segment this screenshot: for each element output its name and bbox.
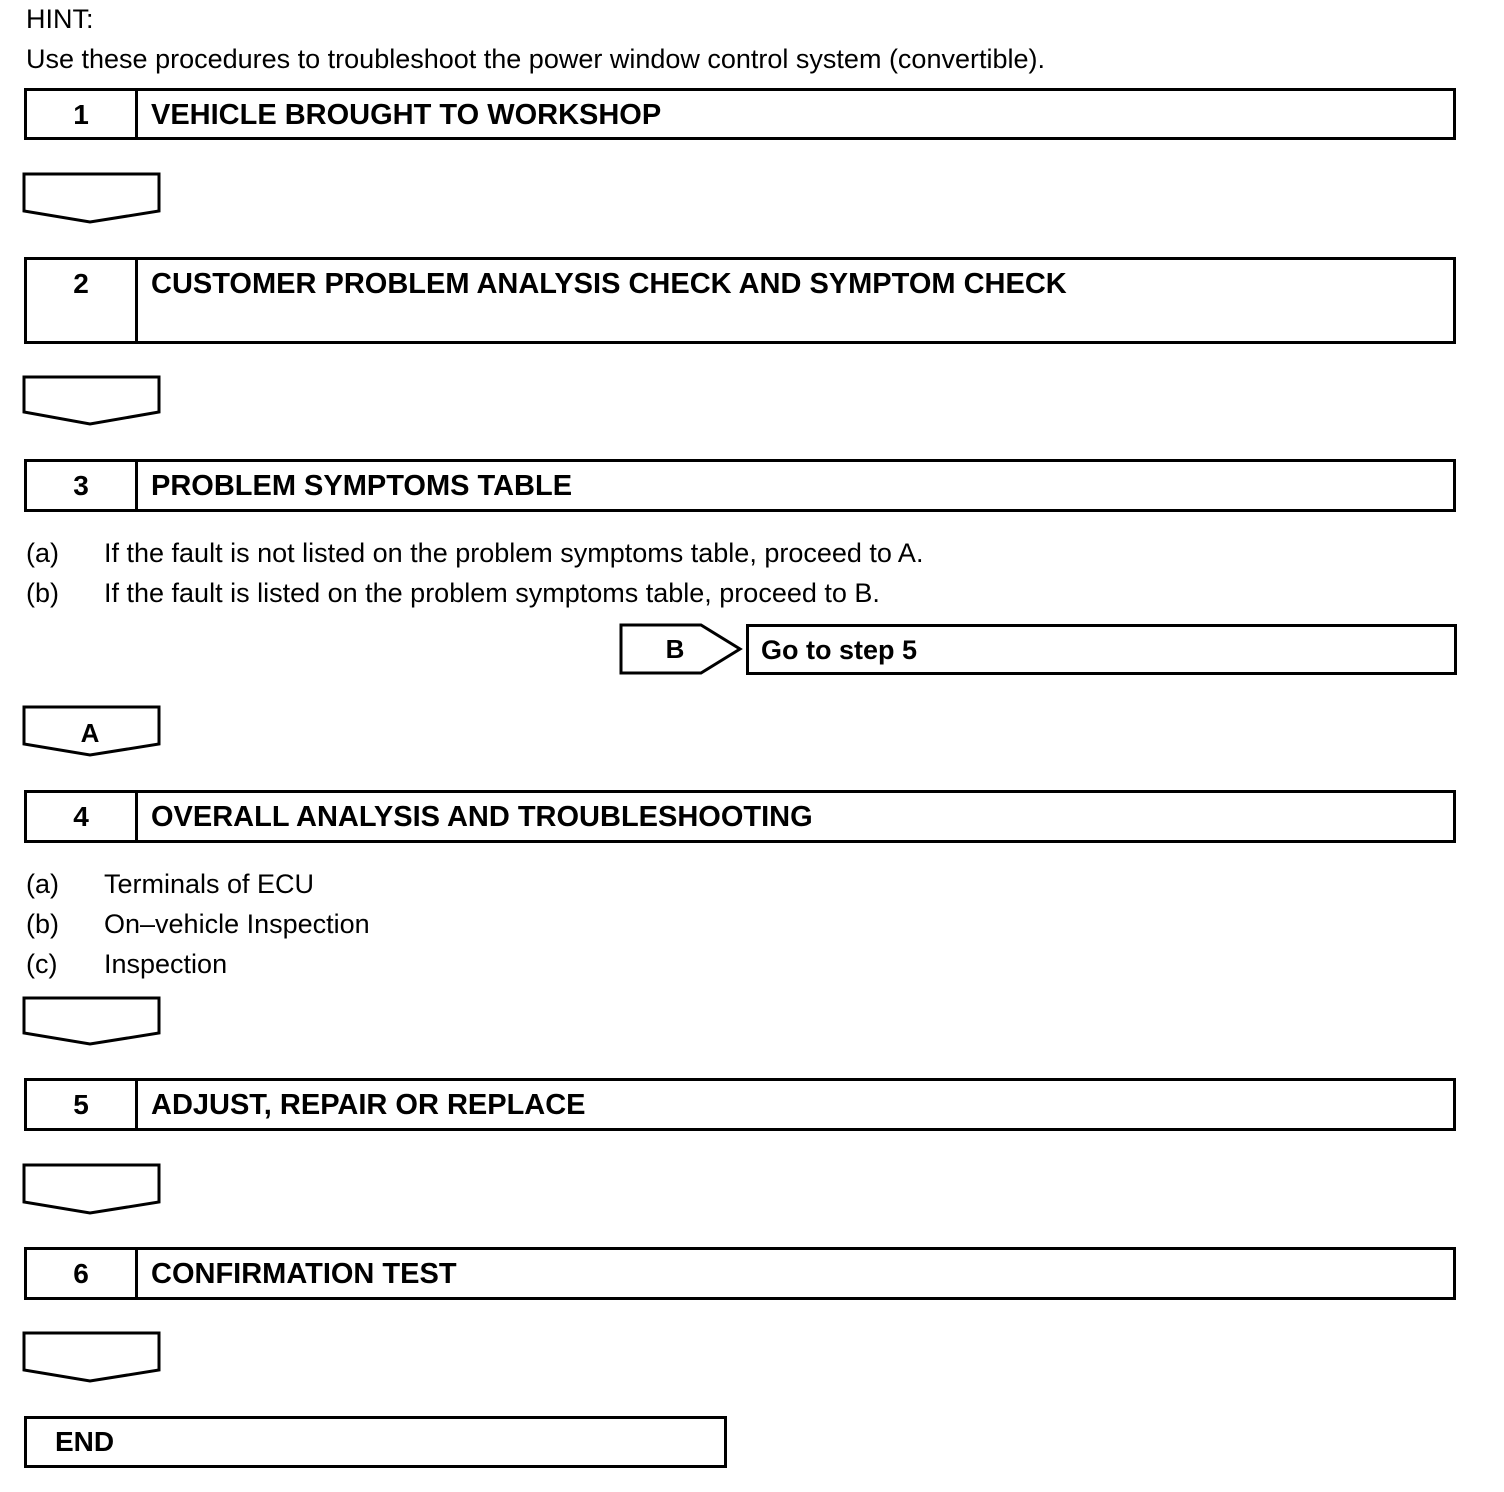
end-label: END [55,1426,115,1457]
step-3-item-a-label: (a) [26,538,59,568]
flow-arrow-a [22,705,162,757]
step-4-box [24,790,1456,843]
branch-b-box [746,624,1457,675]
branch-b-label: B [665,634,685,664]
step-5-box [24,1078,1456,1131]
step-5-title: ADJUST, REPAIR OR REPLACE [151,1089,586,1121]
step-3-number: 3 [27,462,138,509]
step-3-box [24,459,1456,512]
step-1-number: 1 [27,91,138,137]
step-3-item-a-text: If the fault is not listed on the problem symptoms table, proceed to A. [104,538,924,568]
step-4-item-a-label: (a) [26,869,59,899]
step-2-number: 2 [27,260,138,341]
hint-label: HINT: [26,4,94,34]
step-4-item-c [26,949,227,980]
flow-arrow-5 [22,1163,162,1215]
step-2-box [24,257,1456,344]
step-3-title: PROBLEM SYMPTOMS TABLE [151,470,573,502]
step-4-item-a-text: Terminals of ECU [104,869,315,899]
step-2-title: CUSTOMER PROBLEM ANALYSIS CHECK AND SYMPTOM CHECK [151,268,1067,300]
step-3-item-b [26,578,880,609]
step-3-item-a [26,538,923,569]
branch-b-text: Go to step 5 [761,635,918,665]
step-3-item-b-label: (b) [26,578,59,608]
flow-arrow-1 [22,172,162,224]
step-6-number: 6 [27,1250,138,1297]
step-4-title: OVERALL ANALYSIS AND TROUBLESHOOTING [151,801,813,833]
step-4-item-a [26,869,314,900]
step-3-item-b-text: If the fault is listed on the problem symptoms table, proceed to B. [104,578,880,608]
step-1-title: VEHICLE BROUGHT TO WORKSHOP [151,99,662,131]
step-4-item-b [26,909,370,940]
step-4-number: 4 [27,793,138,840]
step-5-number: 5 [27,1081,138,1128]
step-4-item-b-label: (b) [26,909,59,939]
step-4-item-b-text: On–vehicle Inspection [104,909,370,939]
branch-b-arrow [619,623,743,675]
end-box [24,1416,727,1468]
step-1-box [24,88,1456,140]
flow-arrow-4 [22,996,162,1048]
step-4-item-c-label: (c) [26,949,58,979]
branch-a-label: A [80,718,100,748]
flow-arrow-2 [22,375,162,427]
flow-arrow-6 [22,1331,162,1383]
step-6-box [24,1247,1456,1300]
step-4-item-c-text: Inspection [104,949,228,979]
step-6-title: CONFIRMATION TEST [151,1258,457,1290]
hint-text: Use these procedures to troubleshoot the power window control system (convertible). [26,44,1045,74]
